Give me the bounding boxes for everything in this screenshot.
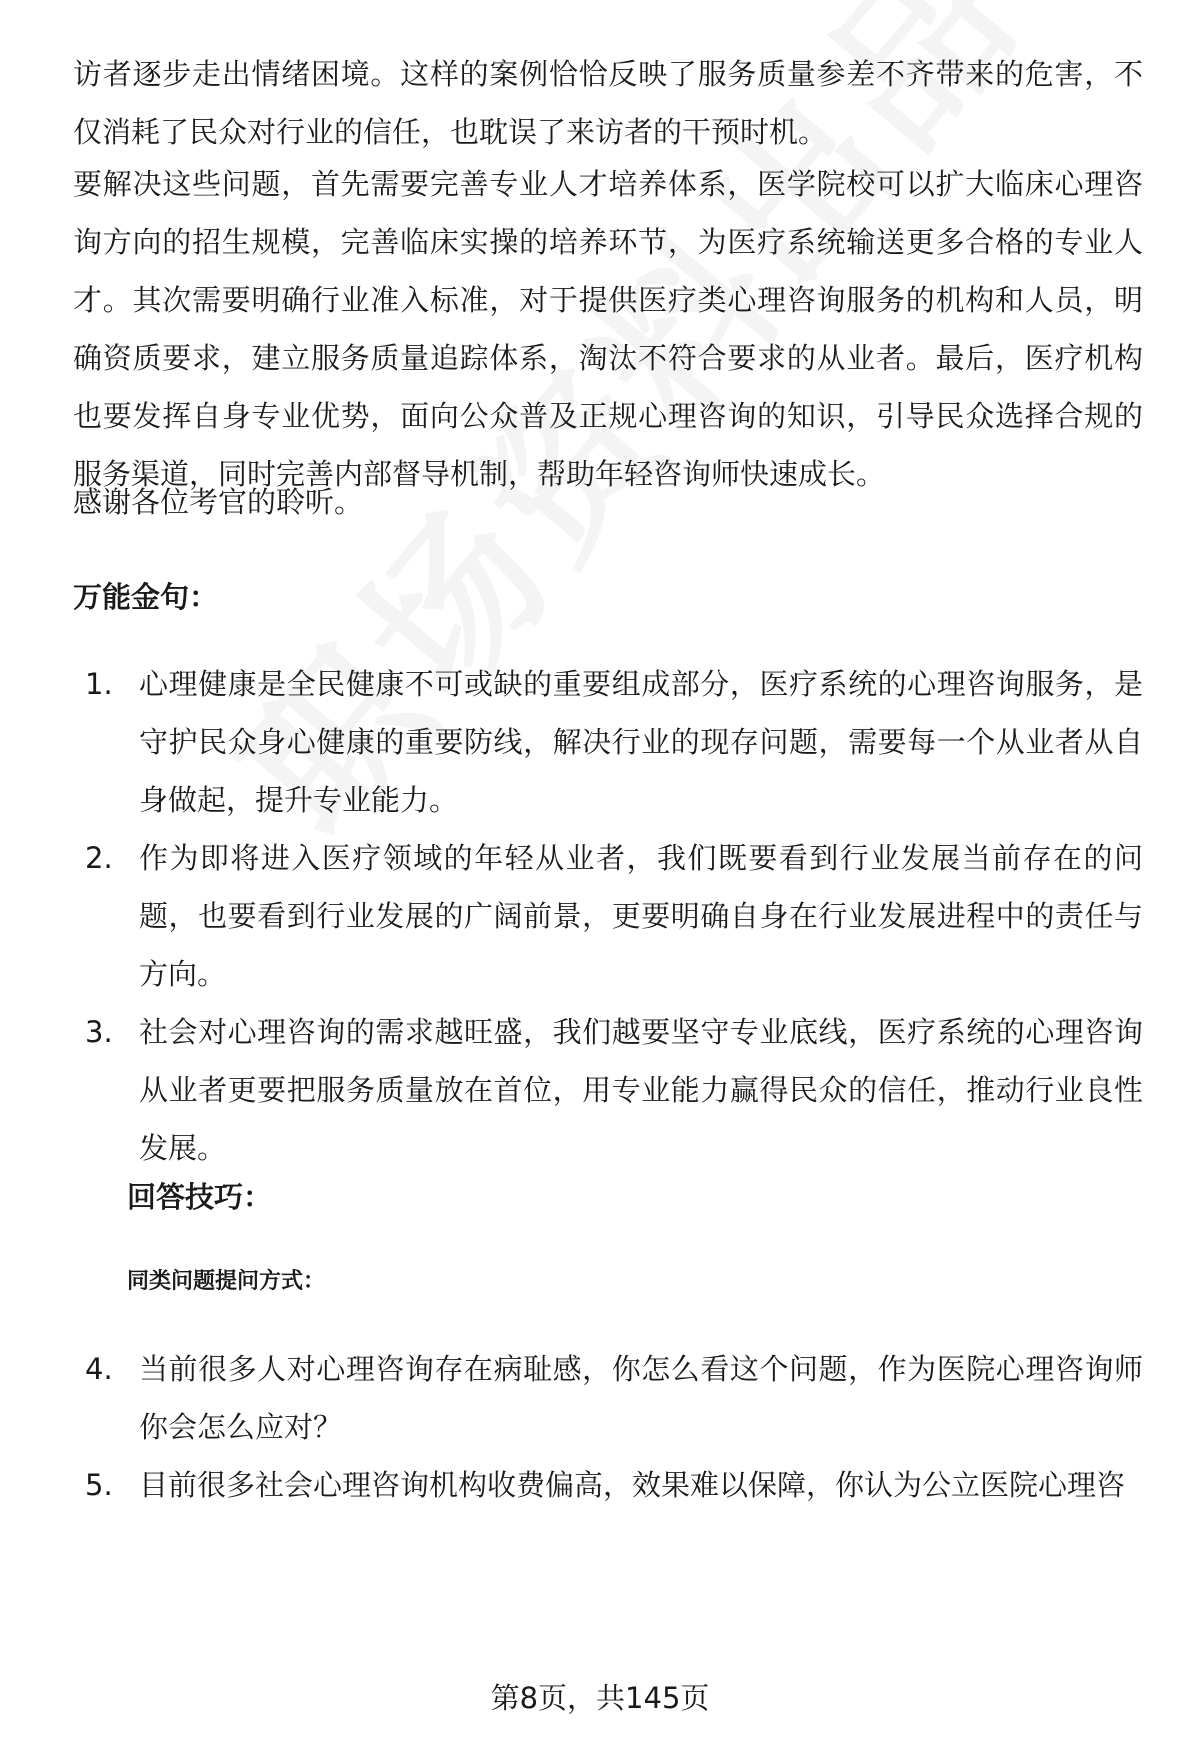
page-number-footer: 第8页，共145页 [490,1681,710,1715]
list-item-text: 心理健康是全民健康不可或缺的重要组成部分，医疗系统的心理咨询服务，是守护民众身心健康的重要防线，解决行业的现存问题，需要每一个从业者从自身做起，提升专业能力。 [139,667,1143,817]
list-item-number: 3. [85,1015,113,1049]
list-item-text: 目前很多社会心理咨询机构收费偏高，效果难以保障，你认为公立医院心理咨 [139,1468,1126,1502]
answer-tips-heading: 回答技巧： [127,1180,273,1214]
golden-sentences-heading: 万能金句： [73,580,219,614]
similar-questions-subheading: 同类问题提问方式： [127,1269,326,1294]
list-item-number: 4. [85,1352,113,1386]
list-item-number: 1. [85,667,113,701]
paragraph-3: 感谢各位考官的聆听。 [73,485,364,519]
list-item-text: 当前很多人对心理咨询存在病耻感，你怎么看这个问题，作为医院心理咨询师你会怎么应对？ [139,1352,1143,1444]
paragraph-2: 要解决这些问题，首先需要完善专业人才培养体系，医学院校可以扩大临床心理咨询方向的招生规模，完善临床实操的培养环节，为医疗系统输送更多合格的专业人才。其次需要明确行业准入标准，对于提供医疗类心理咨询服务的机构和人员，明确资质要求，建立服务质量追踪体系，淘汰不符合要求的从业者。最后，医疗机构也要发挥自身专业优势，面向公众普及正规心理咨询的知识，引导民众选择合规的服务渠道，同时完善内部督导机制，帮助年轻咨询师快速成长。 [73,167,1143,491]
golden-sentences-list [73,655,1143,1177]
list-item [73,1003,1143,1177]
list-item-number: 5. [85,1468,113,1502]
list-item [73,1340,1143,1456]
list-item-text: 作为即将进入医疗领域的年轻从业者，我们既要看到行业发展当前存在的问题，也要看到行业发展的广阔前景，更要明确自身在行业发展进程中的责任与方向。 [139,841,1143,991]
list-item-text: 社会对心理咨询的需求越旺盛，我们越要坚守专业底线，医疗系统的心理咨询从业者更要把服务质量放在首位，用专业能力赢得民众的信任，推动行业良性发展。 [139,1015,1143,1165]
list-item [73,829,1143,1003]
paragraph-1: 访者逐步走出情绪困境。这样的案例恰恰反映了服务质量参差不齐带来的危害，不仅消耗了民众对行业的信任，也耽误了来访者的干预时机。 [73,57,1143,149]
list-item-number: 2. [85,841,113,875]
similar-questions-list [73,1340,1143,1514]
list-item [73,1456,1143,1514]
list-item [73,655,1143,829]
